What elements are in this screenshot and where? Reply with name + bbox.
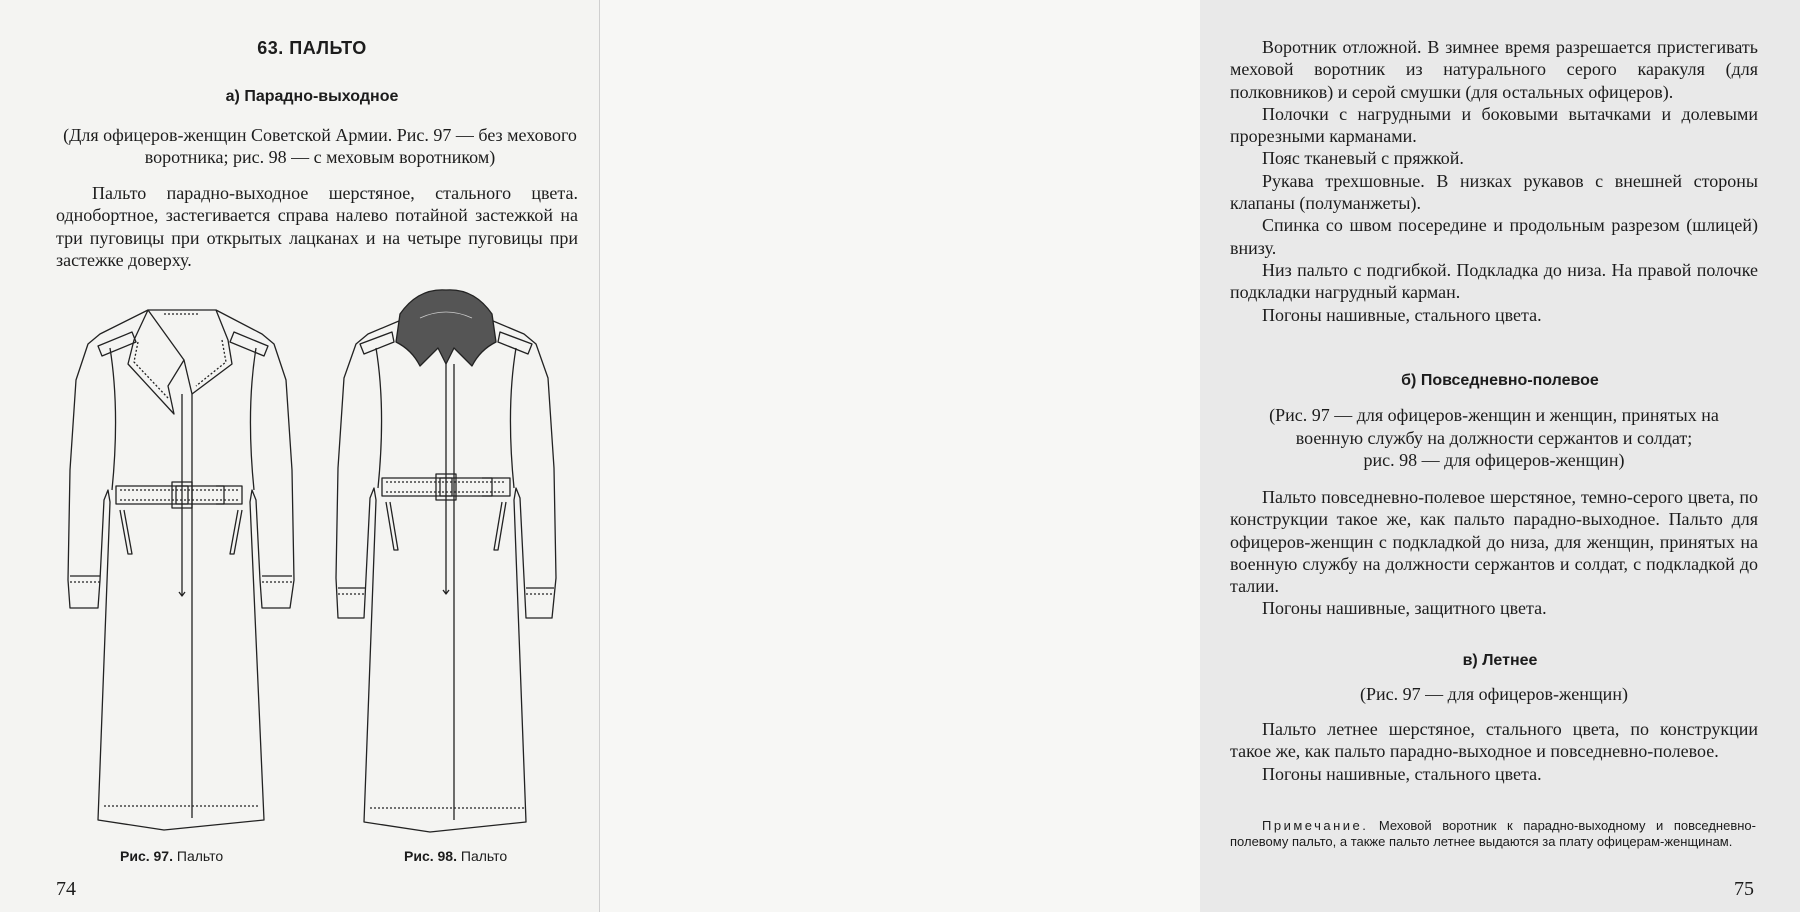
right-page bbox=[600, 0, 1758, 912]
figure-97-coat-drawing bbox=[64, 290, 300, 838]
figure-97-label: Пальто bbox=[176, 848, 224, 864]
paragraph-sleeves: Рукава трехшовные. В низках рукавов с внешней стороны клапаны (полуманжеты). bbox=[1230, 170, 1758, 214]
paragraph-front-panels: Полочки с нагрудными и боковыми вытачками и долевыми прорезными карманами. bbox=[1230, 103, 1758, 147]
subsection-title-b: б) Повседневно-полевое bbox=[1401, 372, 1599, 389]
paragraph-summer-coat: Пальто летнее шерстяное, стального цвета, по конструкции такое же, как пальто парадно-выходное и повседневно-полевое. bbox=[1230, 719, 1758, 762]
figure-98-coat-drawing bbox=[330, 288, 562, 840]
coat-description-paragraph bbox=[56, 182, 578, 271]
page-number-left: 74 bbox=[56, 878, 76, 900]
paragraph-text: Пальто парадно-выходное шерстяное, стального цвета. однобортное, застегивается справа налево потайной застежкой на три пуговицы при открытых лацканах и на четыре пуговицы при застежке доверху. bbox=[56, 183, 578, 270]
figure-97-caption bbox=[120, 848, 223, 864]
subsection-a-details bbox=[1230, 36, 1758, 326]
paragraph-field-shoulder-boards: Погоны нашивные, защитного цвета. bbox=[1262, 598, 1547, 619]
figure-98-label: Пальто bbox=[460, 848, 508, 864]
paragraph-hem-lining: Низ пальто с подгибкой. Подкладка до низа. На правой полочке подкладки нагрудный карман. bbox=[1230, 259, 1758, 303]
paragraph-field-coat: Пальто повседневно-полевое шерстяное, темно-серого цвета, по конструкции такое же, как пальто парадно-выходное. Пальто для офицеров-женщин с подкладкой до низа, для женщин, принятых на военную службу на должности сержантов и солдат, с подкладкой до талии. bbox=[1230, 487, 1758, 597]
subsection-a-caption: (Для офицеров-женщин Советской Армии. Рис. 97 — без мехового воротника; рис. 98 — с меховым воротником) bbox=[63, 125, 577, 167]
subsection-c-details bbox=[1230, 718, 1758, 785]
paragraph-shoulder-boards: Погоны нашивные, стального цвета. bbox=[1262, 304, 1542, 325]
subsection-b-caption bbox=[1230, 404, 1758, 472]
subsection-c-caption: (Рис. 97 — для офицеров-женщин) bbox=[1360, 684, 1628, 704]
caption-line: (Рис. 97 — для офицеров-женщин и женщин, принятых на bbox=[1269, 405, 1719, 425]
paragraph-summer-shoulder-boards: Погоны нашивные, стального цвета. bbox=[1262, 763, 1542, 784]
paragraph-belt: Пояс тканевый с пряжкой. bbox=[1262, 148, 1464, 169]
caption-line: рис. 98 — для офицеров-женщин) bbox=[1363, 450, 1625, 470]
footnote bbox=[1230, 818, 1756, 850]
page-number-right: 75 bbox=[1734, 878, 1754, 900]
figure-97-number: Рис. 97. bbox=[120, 848, 173, 864]
figure-98-caption bbox=[404, 848, 507, 864]
figure-98-number: Рис. 98. bbox=[404, 848, 457, 864]
paragraph-collar: Воротник отложной. В зимнее время разрешается пристегивать меховой воротник из натурального серого каракуля (для полковников) и серой смушки (для остальных офицеров). bbox=[1230, 37, 1758, 102]
subsection-title-a: а) Парадно-выходное bbox=[225, 88, 399, 105]
footnote-text: Меховой воротник к парадно-выходному и повседневно-полевому пальто, а также пальто летнее выдаются за плату офицерам-женщинам. bbox=[1230, 818, 1756, 849]
paragraph-back: Спинка со швом посередине и продольным разрезом (шлицей) внизу. bbox=[1230, 215, 1758, 258]
footnote-label: Примечание. bbox=[1262, 818, 1369, 833]
subsection-b-details bbox=[1230, 486, 1758, 620]
left-page bbox=[0, 0, 600, 912]
section-title: 63. ПАЛЬТО bbox=[257, 38, 367, 58]
subsection-title-c: в) Летнее bbox=[1462, 652, 1538, 669]
caption-line: военную службу на должности сержантов и солдат; bbox=[1295, 427, 1693, 448]
